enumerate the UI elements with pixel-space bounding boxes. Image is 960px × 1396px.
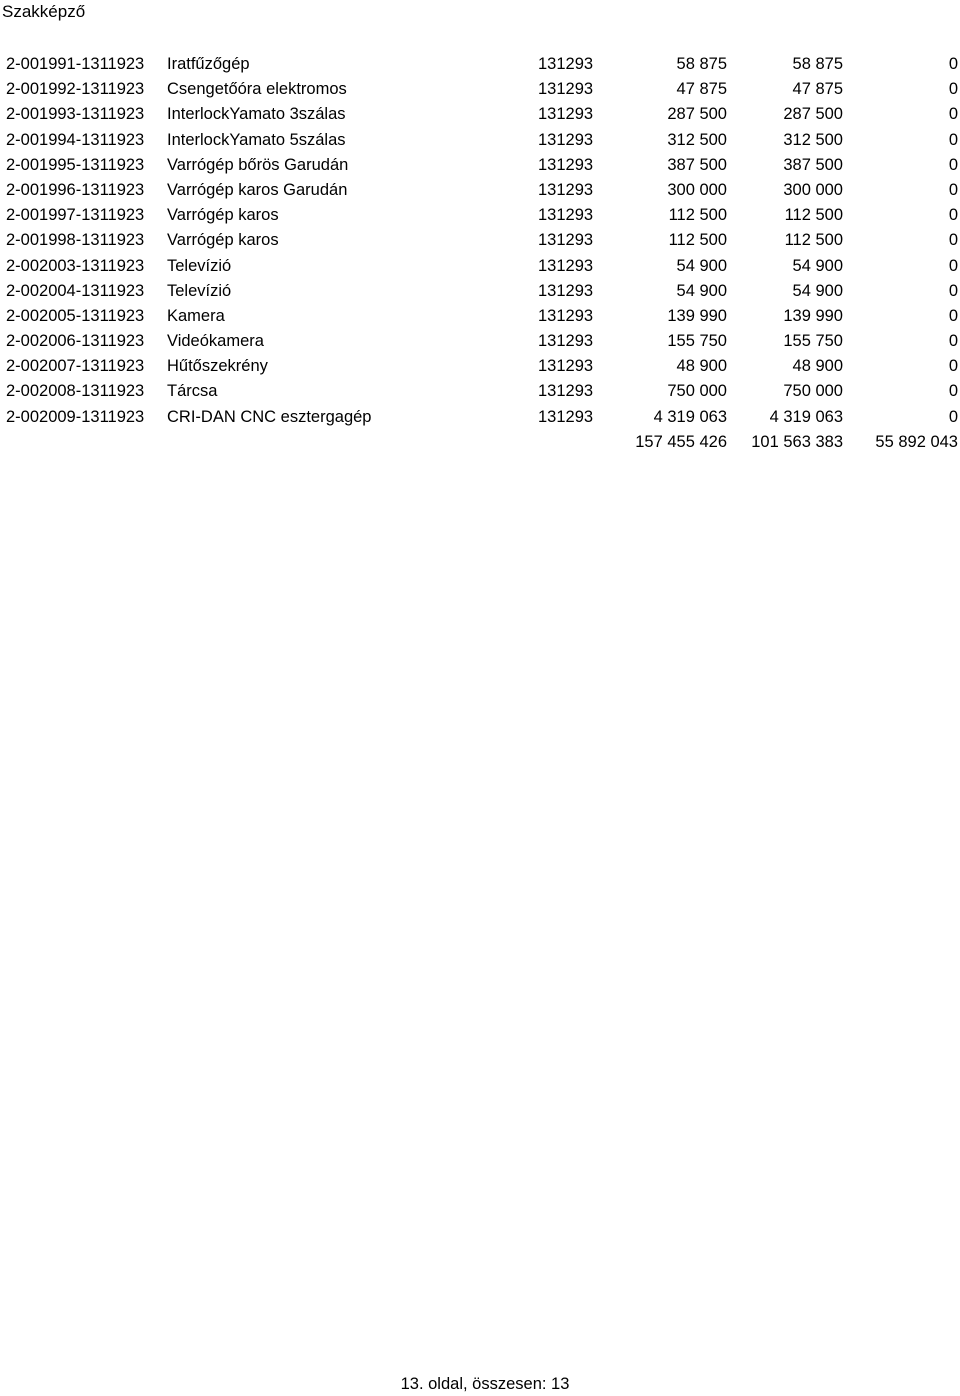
row-ref: 131293 bbox=[538, 155, 594, 174]
row-gross-value: 58 875 bbox=[676, 55, 727, 73]
row-code: 2-001991-1311923 bbox=[6, 55, 145, 73]
row-code: 2-002006-1311923 bbox=[6, 332, 145, 351]
table-row bbox=[0, 304, 960, 329]
row-gross-value: 139 990 bbox=[667, 306, 727, 325]
page-header-title: Szakképző bbox=[2, 2, 86, 21]
row-code: 2-001992-1311923 bbox=[6, 80, 145, 99]
row-gross-value: 300 000 bbox=[667, 180, 727, 199]
row-depreciation: 300 000 bbox=[783, 180, 843, 199]
asset-table bbox=[0, 52, 960, 455]
row-ref: 131293 bbox=[538, 382, 594, 401]
row-depreciation: 312 500 bbox=[783, 130, 843, 149]
row-ref: 131293 bbox=[538, 130, 594, 149]
row-depreciation: 287 500 bbox=[783, 105, 843, 124]
row-ref: 131293 bbox=[538, 256, 594, 275]
row-net-value: 0 bbox=[948, 155, 958, 174]
row-code: 2-001994-1311923 bbox=[6, 130, 145, 149]
row-net-value: 0 bbox=[948, 105, 958, 124]
row-ref: 131293 bbox=[538, 357, 594, 376]
row-code: 2-002003-1311923 bbox=[6, 256, 145, 275]
table-row bbox=[0, 77, 960, 102]
table-row bbox=[0, 178, 960, 203]
table-row bbox=[0, 52, 960, 77]
row-name: Videókamera bbox=[167, 332, 264, 351]
row-code: 2-001998-1311923 bbox=[6, 231, 145, 250]
row-gross-value: 54 900 bbox=[676, 256, 727, 275]
row-ref: 131293 bbox=[538, 306, 594, 325]
table-row bbox=[0, 379, 960, 404]
row-name: InterlockYamato 5szálas bbox=[167, 130, 346, 149]
row-depreciation: 112 500 bbox=[784, 206, 843, 225]
row-code: 2-001997-1311923 bbox=[6, 206, 145, 225]
row-net-value: 0 bbox=[948, 382, 958, 401]
table-row bbox=[0, 405, 960, 430]
row-net-value: 0 bbox=[948, 80, 958, 99]
table-row bbox=[0, 153, 960, 178]
row-ref: 131293 bbox=[538, 55, 594, 73]
row-ref: 131293 bbox=[538, 105, 594, 124]
row-gross-value: 750 000 bbox=[667, 382, 727, 401]
row-depreciation: 48 900 bbox=[792, 357, 843, 376]
row-name: Varrógép bőrös Garudán bbox=[167, 155, 349, 174]
totals-row bbox=[0, 430, 960, 455]
row-depreciation: 139 990 bbox=[783, 306, 843, 325]
table-row bbox=[0, 354, 960, 379]
row-name: CRI-DAN CNC esztergagép bbox=[167, 407, 372, 426]
row-code: 2-001995-1311923 bbox=[6, 155, 145, 174]
row-gross-value: 112 500 bbox=[668, 231, 727, 250]
row-depreciation: 387 500 bbox=[783, 155, 843, 174]
row-net-value: 0 bbox=[948, 306, 958, 325]
row-ref: 131293 bbox=[538, 206, 594, 225]
row-code: 2-002005-1311923 bbox=[6, 306, 145, 325]
row-ref: 131293 bbox=[538, 180, 594, 199]
row-name: Varrógép karos bbox=[167, 231, 279, 250]
row-code: 2-002004-1311923 bbox=[6, 281, 145, 300]
row-ref: 131293 bbox=[538, 332, 594, 351]
row-depreciation: 112 500 bbox=[784, 231, 843, 250]
row-gross-value: 48 900 bbox=[676, 357, 727, 376]
row-net-value: 0 bbox=[948, 332, 958, 351]
row-gross-value: 287 500 bbox=[667, 105, 727, 124]
row-code: 2-002009-1311923 bbox=[6, 407, 145, 426]
row-name: Varrógép karos bbox=[167, 206, 279, 225]
row-gross-value: 155 750 bbox=[667, 332, 727, 351]
row-depreciation: 750 000 bbox=[783, 382, 843, 401]
row-gross-value: 47 875 bbox=[676, 80, 727, 99]
row-net-value: 0 bbox=[948, 55, 958, 73]
row-ref: 131293 bbox=[538, 231, 594, 250]
table-row bbox=[0, 254, 960, 279]
table-row bbox=[0, 128, 960, 153]
row-net-value: 0 bbox=[948, 407, 958, 426]
row-gross-value: 54 900 bbox=[676, 281, 727, 300]
total-gross-value: 157 455 426 bbox=[635, 432, 727, 451]
row-net-value: 0 bbox=[948, 231, 958, 250]
row-name: Varrógép karos Garudán bbox=[167, 180, 348, 199]
row-name: Csengetőóra elektromos bbox=[167, 80, 347, 99]
row-depreciation: 54 900 bbox=[792, 256, 843, 275]
row-name: Televízió bbox=[167, 256, 232, 275]
row-name: InterlockYamato 3szálas bbox=[167, 105, 346, 124]
row-net-value: 0 bbox=[948, 180, 958, 199]
row-name: Hűtőszekrény bbox=[167, 357, 268, 376]
row-net-value: 0 bbox=[948, 130, 958, 149]
row-code: 2-002007-1311923 bbox=[6, 357, 145, 376]
row-name: Tárcsa bbox=[167, 382, 218, 401]
table-row bbox=[0, 329, 960, 354]
row-net-value: 0 bbox=[948, 281, 958, 300]
table-row bbox=[0, 279, 960, 304]
row-net-value: 0 bbox=[948, 206, 958, 225]
row-name: Iratfűzőgép bbox=[167, 55, 250, 73]
row-code: 2-001993-1311923 bbox=[6, 105, 145, 124]
row-code: 2-001996-1311923 bbox=[6, 180, 145, 199]
row-ref: 131293 bbox=[538, 407, 594, 426]
row-gross-value: 4 319 063 bbox=[653, 407, 727, 426]
total-net-value: 55 892 043 bbox=[875, 432, 958, 451]
table-row bbox=[0, 203, 960, 228]
row-gross-value: 112 500 bbox=[668, 206, 727, 225]
row-ref: 131293 bbox=[538, 281, 594, 300]
row-code: 2-002008-1311923 bbox=[6, 382, 145, 401]
row-gross-value: 312 500 bbox=[667, 130, 727, 149]
row-name: Kamera bbox=[167, 306, 225, 325]
row-name: Televízió bbox=[167, 281, 232, 300]
table-row bbox=[0, 102, 960, 127]
row-depreciation: 58 875 bbox=[792, 55, 843, 73]
table-row bbox=[0, 228, 960, 253]
row-depreciation: 54 900 bbox=[792, 281, 843, 300]
row-net-value: 0 bbox=[948, 357, 958, 376]
row-depreciation: 4 319 063 bbox=[769, 407, 843, 426]
page-footer: 13. oldal, összesen: 13 bbox=[400, 1375, 570, 1393]
row-depreciation: 47 875 bbox=[792, 80, 843, 99]
row-ref: 131293 bbox=[538, 80, 594, 99]
row-depreciation: 155 750 bbox=[783, 332, 843, 351]
total-depreciation: 101 563 383 bbox=[751, 432, 843, 451]
row-net-value: 0 bbox=[948, 256, 958, 275]
row-gross-value: 387 500 bbox=[667, 155, 727, 174]
